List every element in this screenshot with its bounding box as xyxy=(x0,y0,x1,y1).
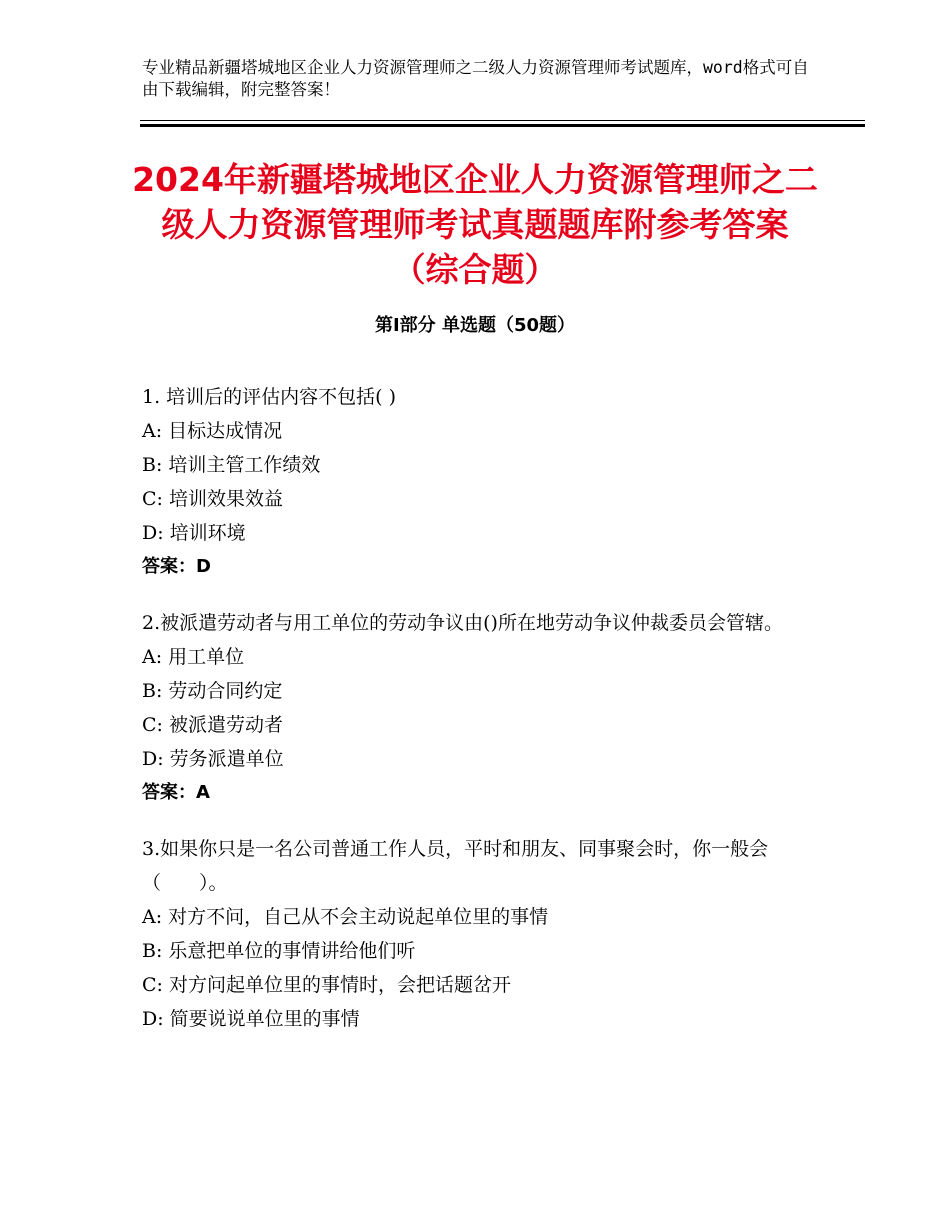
question-list xyxy=(142,380,812,1058)
section-title: 第Ⅰ部分 单选题（50题） xyxy=(374,315,575,336)
option-b: B: 乐意把单位的事情讲给他们听 xyxy=(142,940,416,962)
question-stem: 3.如果你只是一名公司普通工作人员，平时和朋友、同事聚会时，你一般会（ ）。 xyxy=(142,838,769,894)
answer: 答案：A xyxy=(142,782,210,803)
option-a: A: 目标达成情况 xyxy=(142,420,283,442)
question-stem: 1. 培训后的评估内容不包括( ) xyxy=(142,386,397,408)
option-c: C: 被派遣劳动者 xyxy=(142,714,283,736)
option-c: C: 对方问起单位里的事情时，会把话题岔开 xyxy=(142,974,511,996)
option-d: D: 劳务派遣单位 xyxy=(142,748,284,770)
document-title: 2024年新疆塔城地区企业人力资源管理师之二级人力资源管理师考试真题题库附参考答案（综合题） xyxy=(132,160,818,289)
option-c: C: 培训效果效益 xyxy=(142,488,283,510)
option-d: D: 培训环境 xyxy=(142,522,246,544)
option-a: A: 对方不问，自己从不会主动说起单位里的事情 xyxy=(142,906,549,928)
header-note: 专业精品新疆塔城地区企业人力资源管理师之二级人力资源管理师考试题库，word格式可自由下载编辑，附完整答案！ xyxy=(142,58,809,99)
question-2 xyxy=(142,606,812,810)
option-a: A: 用工单位 xyxy=(142,646,245,668)
header-divider-thin xyxy=(140,120,865,121)
option-b: B: 培训主管工作绩效 xyxy=(142,454,321,476)
question-1 xyxy=(142,380,812,584)
option-b: B: 劳动合同约定 xyxy=(142,680,283,702)
question-3 xyxy=(142,832,812,1036)
question-stem: 2.被派遣劳动者与用工单位的劳动争议由()所在地劳动争议仲裁委员会管辖。 xyxy=(142,612,783,634)
header-divider-thick xyxy=(140,124,865,127)
answer: 答案：D xyxy=(142,556,211,577)
option-d: D: 简要说说单位里的事情 xyxy=(142,1008,360,1030)
